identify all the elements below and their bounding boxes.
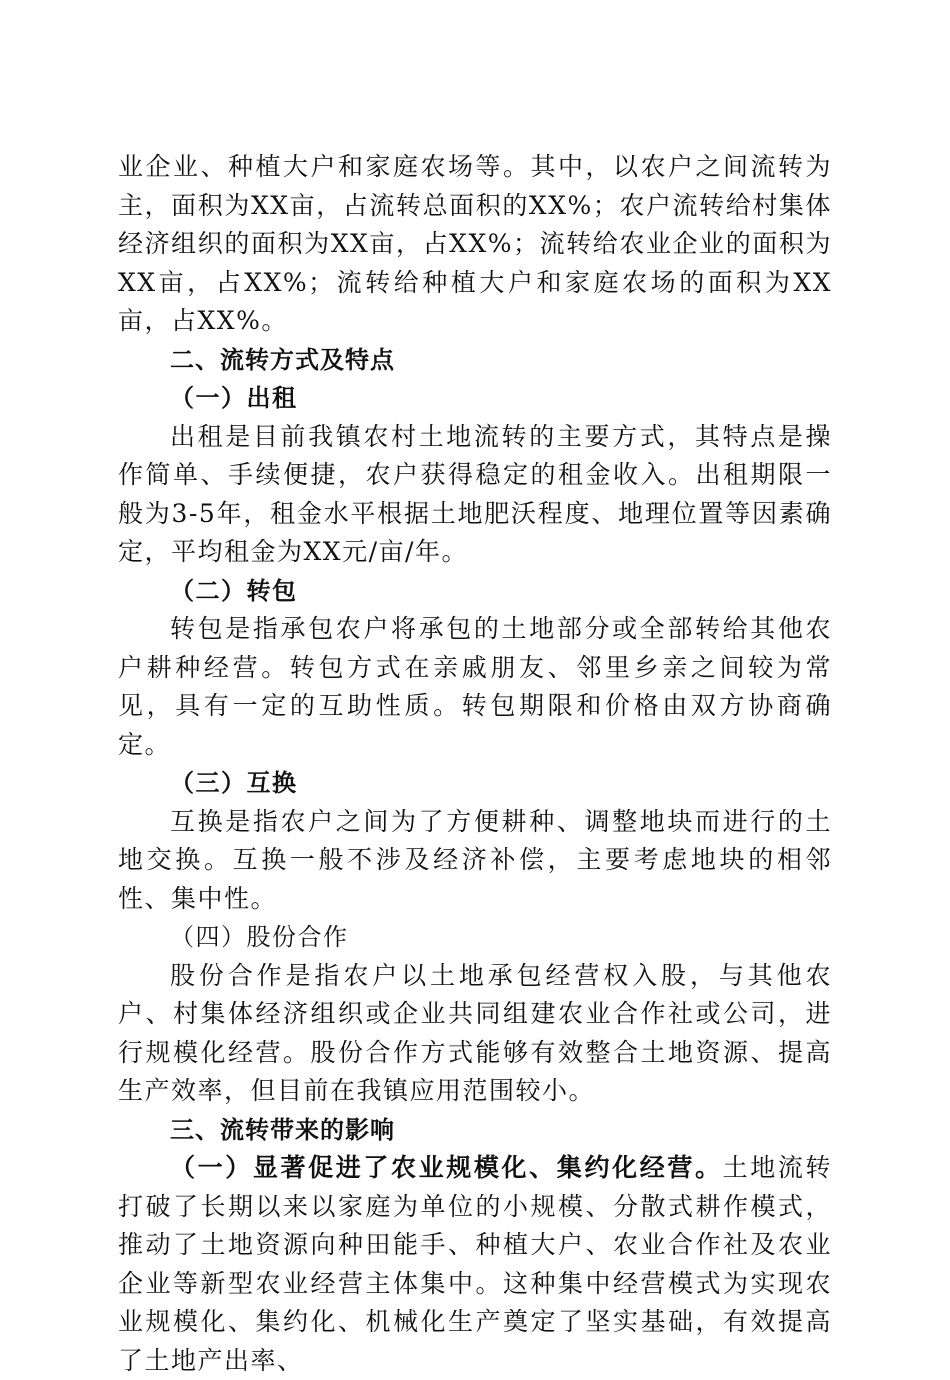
paragraph-continued: 业企业、种植大户和家庭农场等。其中，以农户之间流转为主，面积为XX亩，占流转总面积的XX%；农户流转给村集体经济组织的面积为XX亩，占XX%；流转给农业企业的面积为XX亩，占XX%；流转给种植大户和家庭农场的面积为XX亩，占XX%。 [118, 152, 832, 335]
paragraph-exchange: 互换是指农户之间为了方便耕种、调整地块而进行的土地交换。互换一般不涉及经济补偿，主要考虑地块的相邻性、集中性。 [118, 806, 832, 913]
document-body [118, 148, 832, 1380]
section-heading-3: 三、流转带来的影响 [170, 1115, 395, 1144]
subheading-subcontract: （二）转包 [170, 575, 298, 605]
paragraph-rent: 出租是目前我镇农村土地流转的主要方式，其特点是操作简单、手续便捷，农户获得稳定的租金收入。出租期限一般为3-5年，租金水平根据土地肥沃程度、地理位置等因素确定，平均租金为XX元/亩/年。 [118, 421, 832, 566]
paragraph-shareholding: 股份合作是指农户以土地承包经营权入股，与其他农户、村集体经济组织或企业共同组建农业合作社或公司，进行规模化经营。股份合作方式能够有效整合土地资源、提高生产效率，但目前在我镇应用范围较小。 [118, 960, 832, 1105]
subheading-exchange: （三）互换 [170, 768, 298, 797]
subheading-shareholding: （四）股份合作 [170, 923, 349, 951]
section-heading-2: 二、流转方式及特点 [170, 345, 395, 374]
paragraph-impact-1 [118, 1149, 832, 1380]
impact-1-body: 土地流转打破了长期以来以家庭为单位的小规模、分散式耕作模式，推动了土地资源向种田能手、种植大户、农业合作社及农业企业等新型农业经营主体集中。这种集中经营模式为实现农业规模化、集约化、机械化生产奠定了坚实基础，有效提高了土地产出率、 [118, 1153, 832, 1375]
subheading-rent: （一）出租 [170, 383, 298, 412]
paragraph-subcontract: 转包是指承包农户将承包的土地部分或全部转给其他农户耕种经营。转包方式在亲戚朋友、邻里乡亲之间较为常见，具有一定的互助性质。转包期限和价格由双方协商确定。 [118, 614, 832, 759]
impact-1-lead: （一）显著促进了农业规模化、集约化经营。 [170, 1153, 723, 1182]
